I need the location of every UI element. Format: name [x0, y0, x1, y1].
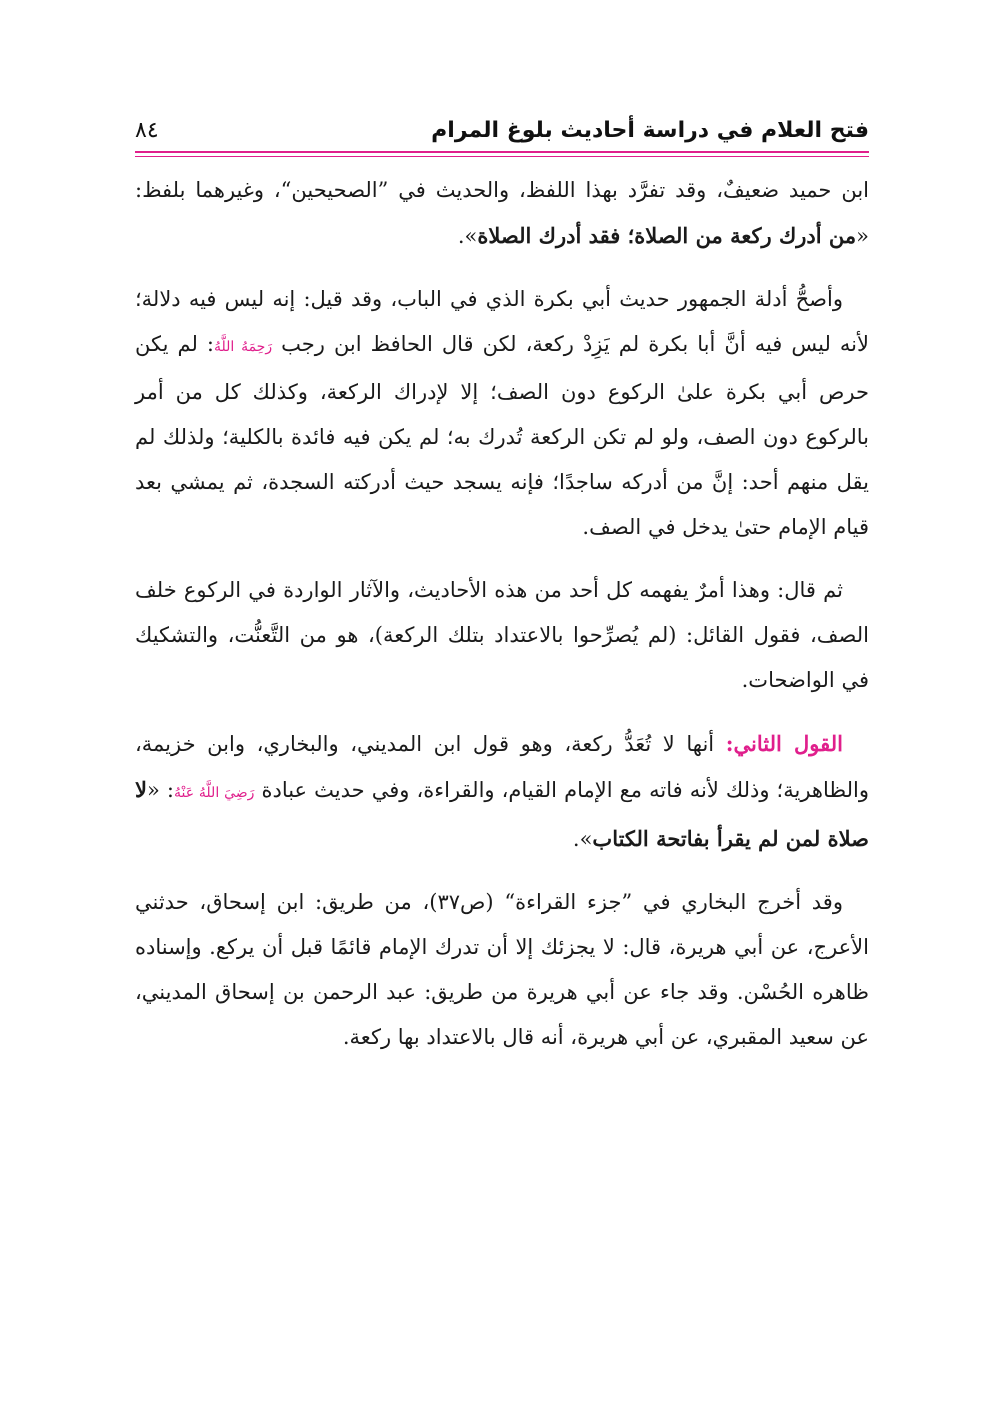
paragraph-1-text-b: ». — [457, 224, 478, 248]
paragraph-1 — [135, 168, 869, 259]
header-rule-thin — [135, 156, 869, 157]
hadith-quote-1: من أدرك ركعة من الصلاة؛ فقد أدرك الصلاة — [477, 223, 857, 248]
body-text — [135, 168, 869, 1078]
paragraph-4-text-c: ». — [572, 827, 593, 851]
paragraph-2 — [135, 277, 869, 550]
paragraph-1-text-a: ابن حميد ضعيفٌ، وقد تفرَّد بهذا اللفظ، والحديث في ”الصحيحين“، وغيرهما بلفظ: « — [135, 178, 869, 248]
paragraph-4 — [135, 721, 869, 862]
paragraph-2-text-a: وأصحُّ أدلة الجمهور حديث أبي بكرة الذي في الباب، وقد قيل: إنه ليس فيه دلالة؛ لأنه ليس فيه أنَّ أبا بكرة لم يَزِدْ ركعة، لكن قال الحافظ ابن رجب — [135, 287, 870, 356]
paragraph-5 — [135, 880, 869, 1060]
second-opinion-label: القول الثاني: — [725, 731, 843, 756]
hadith-quote-2: لا صلاة لمن لم يقرأ بفاتحة الكتاب — [135, 777, 869, 851]
honorific-rahimahullah: رَحِمَهُ اللَّهُ — [213, 339, 273, 355]
paragraph-5-text: وقد أخرج البخاري في ”جزء القراءة“ (ص٣٧)، من طريق: ابن إسحاق، حدثني الأعرج، عن أبي هريرة، قال: لا يجزئك إلا أن تدرك الإمام قائمًا قبل أن يركع. وإسناده ظاهره الحُسْن. وقد جاء عن أبي هريرة من طريق: عبد الرحمن بن إسحاق المديني، عن سعيد المقبري، عن أبي هريرة، أنه قال بالاعتداد بها ركعة. — [135, 890, 869, 1049]
paragraph-2-text-b: : لم يكن حرص أبي بكرة علىٰ الركوع دون الصف؛ إلا لإدراك الركعة، وكذلك كل من أمر بالركوع دون الصف، ولو لم تكن الركعة تُدرك به؛ لم يكن فيه فائدة بالكلية؛ ولذلك لم يقل منهم أحد: إنَّ من أدركه ساجدًا؛ فإنه يسجد حيث أدركته السجدة، ثم يمشي بعد قيام الإمام حتىٰ يدخل في الصف. — [135, 332, 869, 539]
running-title: فتح العلام في دراسة أحاديث بلوغ المرام — [431, 118, 869, 143]
paragraph-3 — [135, 568, 869, 703]
page-header — [135, 112, 869, 152]
paragraph-4-text-a: أنها لا تُعَدُّ ركعة، وهو قول ابن المديني، والبخاري، وابن خزيمة، والظاهرية؛ وذلك لأنه فاته مع الإمام القيام، والقراءة، وفي حديث عبادة — [135, 732, 869, 802]
paragraph-4-text-b: : « — [146, 778, 174, 802]
page-number: ٨٤ — [135, 118, 159, 143]
paragraph-3-text: ثم قال: وهذا أمرٌ يفهمه كل أحد من هذه الأحاديث، والآثار الواردة في الركوع خلف الصف، فقول القائل: (لم يُصرِّحوا بالاعتداد بتلك الركعة)، هو من التَّعنُّت، والتشكيك في الواضحات. — [135, 578, 869, 692]
header-rule-thick — [135, 151, 869, 153]
honorific-radiallahu-anhu: رَضِيَ اللَّهُ عَنْهُ — [173, 785, 255, 801]
